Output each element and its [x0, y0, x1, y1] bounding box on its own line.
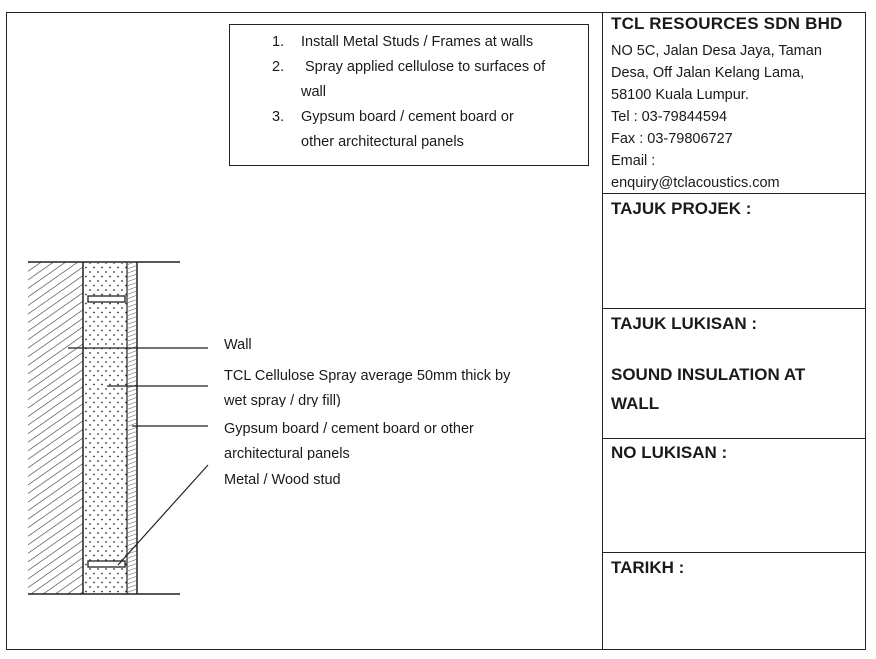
drawing-title-label: TAJUK LUKISAN :	[611, 314, 758, 333]
company-address-line: Desa, Off Jalan Kelang Lama,	[611, 65, 805, 81]
board-label-line1: Gypsum board / cement board or other	[224, 421, 474, 437]
company-tel: Tel : 03-79844594	[611, 109, 728, 125]
spray-label-line1: TCL Cellulose Spray average 50mm thick by	[224, 368, 511, 384]
company-address-line: NO 5C, Jalan Desa Jaya, Taman	[611, 43, 822, 59]
drawing-number-label: NO LUKISAN :	[611, 443, 728, 462]
company-email-label: Email :	[611, 153, 656, 169]
cellulose-spray-layer	[84, 263, 127, 593]
step-text: Spray applied cellulose to surfaces of	[305, 59, 546, 75]
stud-label: Metal / Wood stud	[224, 472, 341, 488]
company-email: enquiry@tclacoustics.com	[611, 175, 780, 191]
step-text-continued: wall	[301, 84, 326, 100]
step-number: 1.	[272, 34, 285, 50]
company-name: TCL RESOURCES SDN BHD	[611, 14, 843, 33]
project-title-label: TAJUK PROJEK :	[611, 199, 752, 218]
wall-label: Wall	[224, 337, 252, 353]
board-label-line2: architectural panels	[224, 446, 350, 460]
company-address-line: 58100 Kuala Lumpur.	[611, 87, 749, 103]
step-number: 3.	[272, 109, 285, 125]
metal-stud-top	[88, 296, 125, 302]
step-text: Gypsum board / cement board or	[301, 109, 514, 125]
spray-label-line2: wet spray / dry fill)	[224, 393, 341, 407]
date-label: TARIKH :	[611, 558, 685, 577]
company-fax: Fax : 03-79806727	[611, 131, 733, 147]
step-text-continued: other architectural panels	[301, 134, 464, 150]
masonry-wall-hatch	[28, 262, 83, 594]
step-text: Install Metal Studs / Frames at walls	[301, 34, 534, 50]
gypsum-board-layer	[128, 263, 137, 593]
step-number: 2.	[272, 59, 285, 75]
drawing-title-line: WALL	[611, 394, 660, 413]
drawing-title-line: SOUND INSULATION AT	[611, 365, 806, 384]
